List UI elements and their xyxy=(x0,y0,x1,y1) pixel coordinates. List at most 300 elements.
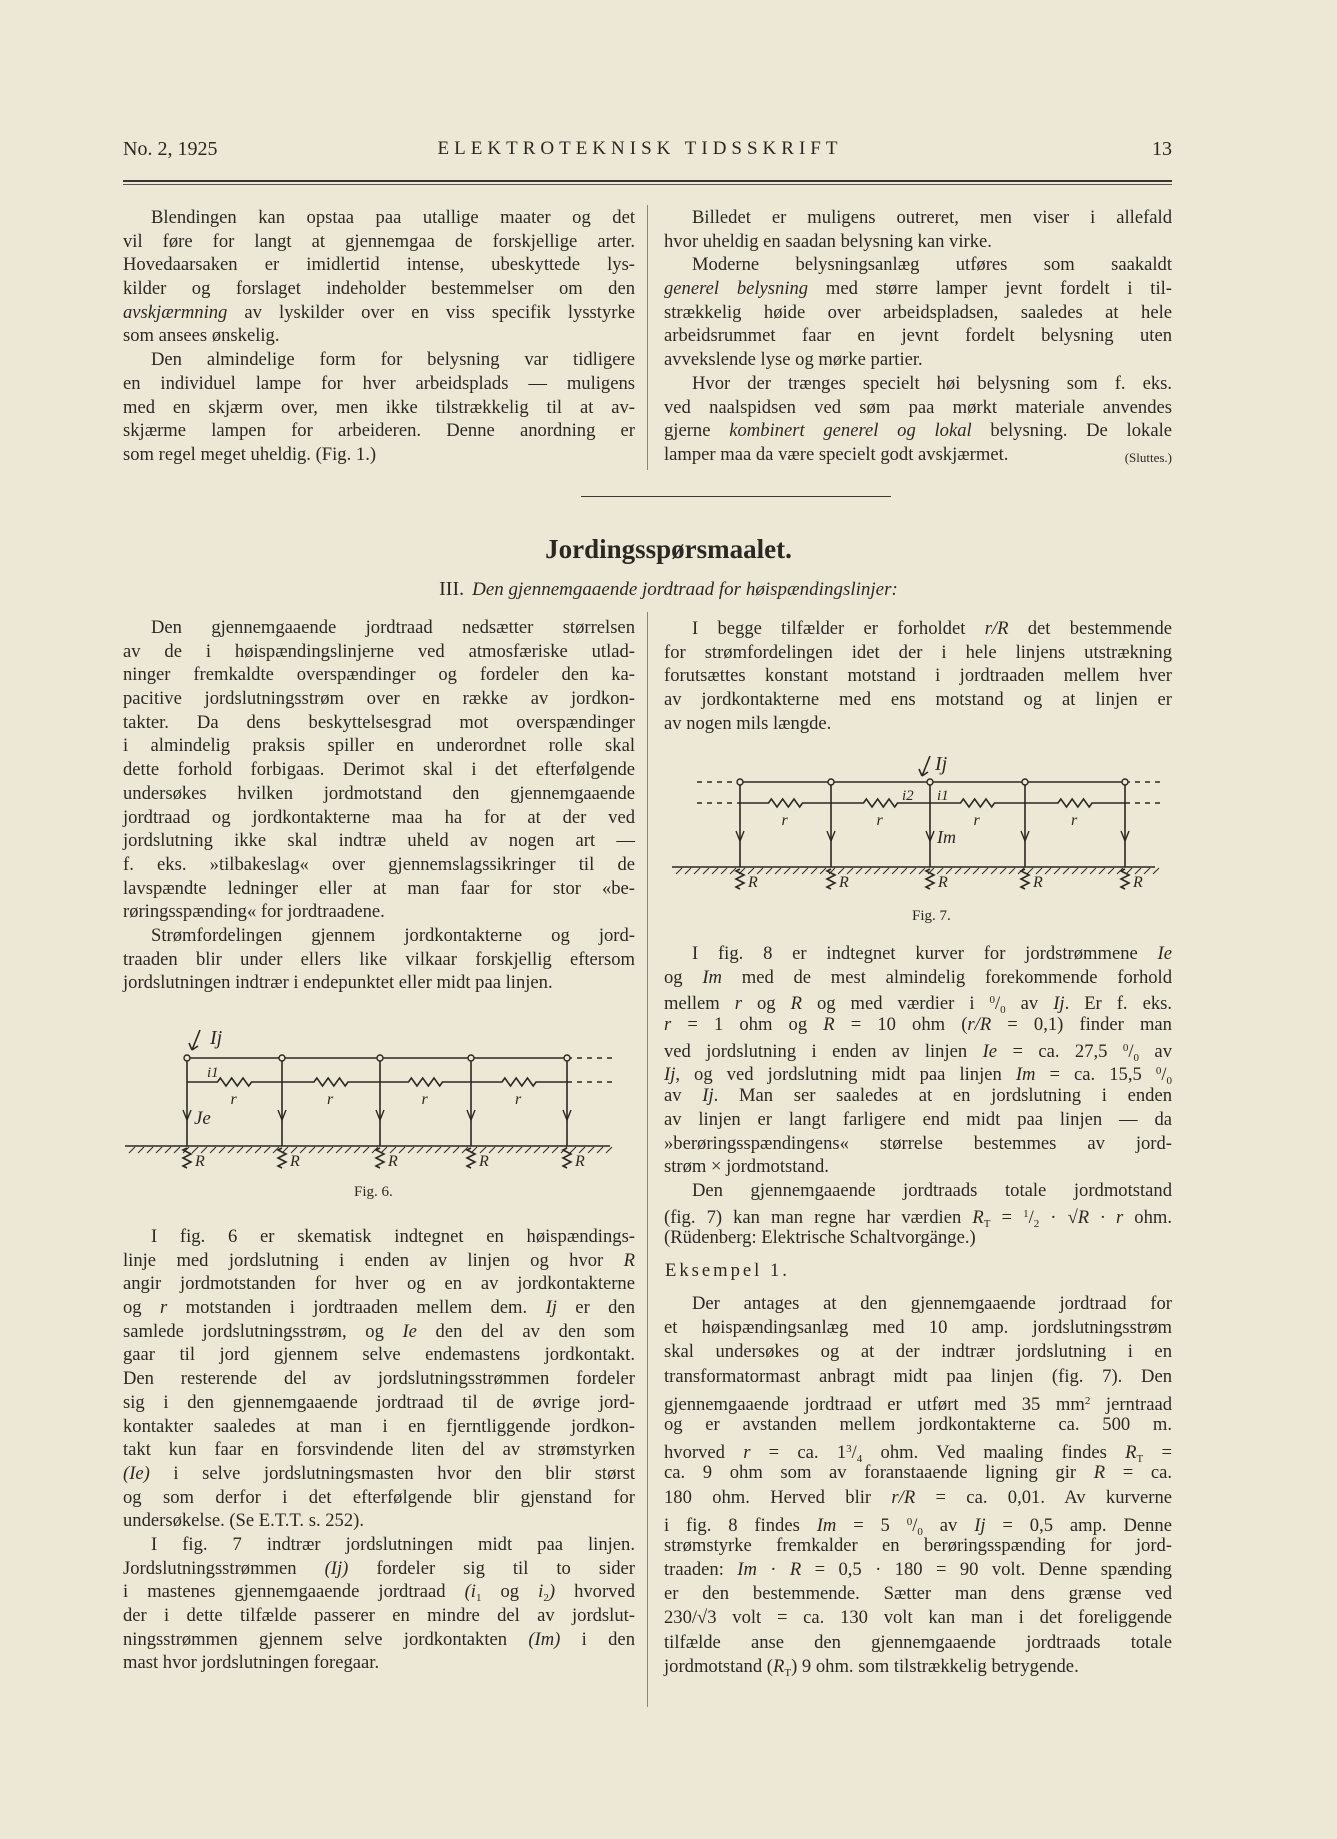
text-run: i fig. 8 findes xyxy=(664,1514,817,1536)
text-run: strømstyrke fremkalder en berøringsspænding for jord- xyxy=(664,1534,1172,1556)
ground-hatch xyxy=(964,868,970,874)
script-text: 2 xyxy=(1033,1217,1040,1230)
resistor-label: r xyxy=(421,1091,428,1108)
text-run: som regel meget uheldig. (Fig. 1.) xyxy=(123,443,377,465)
text-run: / xyxy=(994,993,1001,1015)
earth-resistor-label: R xyxy=(290,1153,300,1170)
text-run: og xyxy=(481,1581,539,1603)
earth-resistor-R xyxy=(563,1148,571,1168)
text-run: = 10 ohm ( xyxy=(834,1014,968,1036)
resistor-r xyxy=(282,1078,380,1086)
ground-hatch xyxy=(444,1147,450,1153)
ground-hatch xyxy=(856,868,862,874)
ground-hatch xyxy=(336,1147,342,1153)
text-run: som ansees ønskelig. xyxy=(123,325,280,347)
ground-hatch xyxy=(255,1147,261,1153)
ground-hatch xyxy=(453,1147,459,1153)
italic-term: Ij xyxy=(545,1297,557,1319)
italic-term: generel belysning xyxy=(664,278,809,300)
script-text: T xyxy=(1136,1453,1144,1466)
text-run: forutsættes konstant motstand i jordtraaden mellem hver xyxy=(664,665,1172,687)
insulator-icon xyxy=(279,1055,285,1061)
ground-hatch xyxy=(138,1147,144,1153)
text-run: pacitive jordslutningsstrøm over en række av jordkon- xyxy=(123,688,635,710)
text-run: = 0,5 amp. Denne xyxy=(985,1514,1172,1536)
text-run: , og ved jordslutning midt paa linjen xyxy=(675,1064,1016,1086)
resistor-r xyxy=(1025,799,1125,807)
ground-hatch xyxy=(1045,868,1051,874)
ground-hatch xyxy=(721,868,727,874)
italic-term: R xyxy=(772,1655,785,1677)
fig7-label-i1: i1 xyxy=(937,788,949,804)
text-run: fordeler sig til to sider xyxy=(348,1557,635,1579)
text-run: Billedet er muligens outreret, men viser i allefald xyxy=(692,207,1172,228)
script-text: 0 xyxy=(1155,1065,1162,1078)
insulator-icon xyxy=(1022,779,1028,785)
text-run: Hvor der trænges specielt høi belysning som f. eks. xyxy=(692,372,1172,394)
text-run: 180 ohm. Herved blir xyxy=(664,1486,892,1508)
text-run: jerntraad xyxy=(1090,1393,1172,1415)
text-run: Hovedaarsaken er imidlertid intense, ubeskyttede lys- xyxy=(123,254,635,276)
ground-hatch xyxy=(1054,868,1060,874)
text-run: i den xyxy=(560,1628,635,1650)
script-text: 3 xyxy=(846,1443,852,1456)
italic-term: (Ie) xyxy=(123,1462,150,1484)
text-run: er den xyxy=(556,1297,635,1319)
text-run: I begge tilfælder er forholdet xyxy=(692,618,985,639)
ground-hatch xyxy=(174,1147,180,1153)
ground-hatch xyxy=(300,1147,306,1153)
italic-term: Im xyxy=(737,1559,757,1581)
italic-term: (Im) xyxy=(528,1628,561,1650)
page-number: 13 xyxy=(1152,138,1172,160)
ground-hatch xyxy=(129,1147,135,1153)
resistor-r xyxy=(831,799,930,807)
text-run: gaar til jord gjennem selve endemastens jordkontakt. xyxy=(123,1344,635,1366)
text-run: Strømfordelingen gjennem jordkontakterne og jord- xyxy=(151,924,635,946)
script-text: 2 xyxy=(1084,1394,1091,1407)
ground-hatch xyxy=(802,868,808,874)
text-run: / xyxy=(1028,1206,1034,1228)
resistor-r xyxy=(740,799,831,807)
text-run: av linjen er langt farligere end midt paa linjen — da xyxy=(664,1108,1172,1130)
resistor-r xyxy=(471,1078,567,1086)
continued-note: (Sluttes.) xyxy=(1124,449,1172,465)
script-text: 0 xyxy=(1122,1041,1129,1054)
ground-hatch xyxy=(784,868,790,874)
earth-resistor-R xyxy=(1021,869,1029,889)
ground-hatch xyxy=(1153,868,1159,874)
text-run: = 0,5 · 180 = 90 volt. Denne spænding xyxy=(801,1559,1172,1581)
italic-term: Ie xyxy=(402,1320,417,1342)
italic-term: Ij xyxy=(664,1064,676,1086)
text-run: og er avstanden mellem jordkontakterne ca. 500 m. xyxy=(664,1413,1172,1435)
italic-term: R xyxy=(1093,1462,1106,1484)
italic-term: (Ij) xyxy=(324,1557,349,1579)
text-run: · √ xyxy=(1039,1206,1078,1228)
text-run: av nogen mils længde. xyxy=(664,712,832,734)
italic-term: ) xyxy=(548,1581,556,1603)
ground-hatch xyxy=(901,868,907,874)
script-text: 0 xyxy=(1133,1051,1140,1064)
text-run: = ca. xyxy=(1105,1462,1172,1484)
ground-hatch xyxy=(489,1147,495,1153)
article-title: Jordingsspørsmaalet. xyxy=(545,534,792,564)
ground-hatch xyxy=(991,868,997,874)
insulator-icon xyxy=(468,1055,474,1061)
text-run: sig i den gjennemgaaende jordtraad til de øvrige jord- xyxy=(123,1391,635,1413)
text-run: 230/√3 volt = ca. 130 volt kan man i det foreliggende xyxy=(664,1607,1172,1629)
ground-hatch xyxy=(345,1147,351,1153)
text-run: og xyxy=(664,966,703,988)
text-run: (Rüdenberg: Elektrische Schaltvorgänge.) xyxy=(664,1227,976,1249)
ground-hatch xyxy=(309,1147,315,1153)
ground-hatch xyxy=(597,1147,603,1153)
ground-hatch xyxy=(246,1147,252,1153)
ground-hatch xyxy=(606,1147,612,1153)
ground-hatch xyxy=(955,868,961,874)
text-run: jordtraad og jordkontakterne maa ha for at der ved xyxy=(123,806,635,828)
text-run: Der antages at den gjennemgaaende jordtraad for xyxy=(692,1293,1172,1314)
fig7-label-i2: i2 xyxy=(902,788,914,804)
ground-hatch xyxy=(318,1147,324,1153)
italic-term: R · r xyxy=(1077,1206,1124,1228)
text-run: = xyxy=(990,1206,1024,1228)
text-run: med de mest almindelig forekommende forhold xyxy=(721,966,1172,988)
ground-hatch xyxy=(417,1147,423,1153)
earth-resistor-label: R xyxy=(839,874,849,891)
text-run: / xyxy=(1128,1040,1134,1062)
resistor-label: r xyxy=(230,1091,237,1108)
ground-hatch xyxy=(237,1147,243,1153)
fig7-label-mid-current: Im xyxy=(937,827,956,847)
text-run: røringsspænding« for jordtraadene. xyxy=(123,901,385,923)
ground-hatch xyxy=(1000,868,1006,874)
insulator-icon xyxy=(828,779,834,785)
text-run: traaden: xyxy=(664,1559,738,1581)
text-run: f. eks. »tilbakeslag« over gjennemslagssikringer til de xyxy=(123,853,635,875)
text-run: en individuel lampe for hver arbeidsplads — muligens xyxy=(123,372,635,394)
text-run: kilder og forslaget indeholder bestemmelser om den xyxy=(123,278,635,300)
text-run: et høispændingsanlæg med 10 amp. jordslutningsstrøm xyxy=(664,1317,1172,1339)
text-run: = ca. 27,5 xyxy=(997,1040,1123,1062)
italic-term: Im xyxy=(816,1514,837,1536)
text-run: ohm. Ved maaling findes xyxy=(862,1442,1126,1464)
earth-resistor-label: R xyxy=(1133,874,1143,891)
text-run: = 0,1) finder man xyxy=(991,1014,1172,1036)
text-run: takt kun faar en forsvindende liten del av strømstyrken xyxy=(123,1439,635,1461)
italic-term: r xyxy=(159,1297,168,1319)
earth-resistor-label: R xyxy=(938,874,948,891)
ground-hatch xyxy=(973,868,979,874)
figure-7-circuit xyxy=(672,756,1165,891)
text-run: = ca. 1 xyxy=(750,1442,847,1464)
text-run: i selve jordslutningsmasten hvor den blir størst xyxy=(149,1462,635,1484)
ground-hatch xyxy=(865,868,871,874)
text-run: I fig. 6 er skematisk indtegnet en høispændings- xyxy=(151,1226,635,1247)
text-run: Den almindelige form for belysning var tidligere xyxy=(151,349,635,371)
text-run: det bestemmende xyxy=(1008,618,1172,639)
text-run: samlede jordslutningsstrøm, og xyxy=(123,1320,403,1342)
ground-hatch xyxy=(264,1147,270,1153)
ground-hatch xyxy=(1063,868,1069,874)
text-run: av xyxy=(1139,1040,1172,1062)
text-run: Den gjennemgaaende jordtraad nedsætter størrelsen xyxy=(151,617,635,638)
text-run: ved naalspidsen ved søm paa mørkt materiale anvendes xyxy=(664,396,1172,418)
ground-hatch xyxy=(874,868,880,874)
ground-hatch xyxy=(219,1147,225,1153)
script-text: 2 xyxy=(543,1592,549,1605)
text-run: skjærme lampen for arbeideren. Denne anordning er xyxy=(123,420,635,442)
text-run: »berøringsspændingens« størrelse bestemmes av jord- xyxy=(664,1132,1172,1154)
ground-hatch xyxy=(982,868,988,874)
example-heading: Eksempel 1. xyxy=(665,1260,790,1281)
text-run: motstanden i jordtraaden mellem dem. xyxy=(167,1297,546,1319)
text-run: traaden blir under ellers like vilkaar forskjellig eftersom xyxy=(123,948,635,970)
ground-hatch xyxy=(793,868,799,874)
text-run: (fig. 7) kan man regne har værdien xyxy=(664,1206,973,1228)
text-run: for strømfordelingen idet der i hele linjens utstrækning xyxy=(664,641,1172,663)
italic-term: Im xyxy=(1015,1064,1036,1086)
text-run: Blendingen kan opstaa paa utallige maater og det xyxy=(151,207,635,228)
script-text: 1 xyxy=(475,1592,482,1605)
script-text: 0 xyxy=(989,994,995,1007)
text-run: ninger fremkaldte overspændinger og fordeler den ka- xyxy=(123,664,635,686)
text-run: . Er f. eks. xyxy=(1064,993,1173,1015)
text-run: Den gjennemgaaende jordtraads totale jordmotstand xyxy=(692,1179,1172,1201)
ground-hatch xyxy=(883,868,889,874)
ground-hatch xyxy=(588,1147,594,1153)
ground-hatch xyxy=(1072,868,1078,874)
fig6-caption: Fig. 6. xyxy=(354,1184,393,1200)
ground-hatch xyxy=(426,1147,432,1153)
text-run: mast hvor jordslutningen foregaar. xyxy=(123,1652,380,1674)
ground-hatch xyxy=(210,1147,216,1153)
text-run: vil føre for langt at gjennemgaa de forskjellige arter. xyxy=(123,230,635,252)
figure-6-circuit xyxy=(125,1030,612,1170)
text-run: linje med jordslutning i enden av linjen og hvor xyxy=(123,1249,624,1271)
insulator-icon xyxy=(377,1055,383,1061)
ground-hatch xyxy=(354,1147,360,1153)
text-run: = 5 xyxy=(836,1514,907,1536)
ground-hatch xyxy=(757,868,763,874)
ground-hatch xyxy=(820,868,826,874)
text-run: = 1 ohm og xyxy=(671,1014,824,1036)
earth-resistor-R xyxy=(736,869,744,889)
ground-hatch xyxy=(1009,868,1015,874)
insulator-icon xyxy=(1122,779,1128,785)
ground-hatch xyxy=(156,1147,162,1153)
ground-hatch xyxy=(363,1147,369,1153)
ground-hatch xyxy=(766,868,772,874)
ground-hatch xyxy=(811,868,817,874)
text-run: og xyxy=(123,1297,160,1319)
resistor-label: r xyxy=(781,812,788,829)
earth-resistor-label: R xyxy=(195,1153,205,1170)
resistor-r xyxy=(380,1078,471,1086)
text-run: den del av den som xyxy=(416,1320,635,1342)
italic-term: kombinert generel og lokal xyxy=(729,420,972,442)
ground-hatch xyxy=(685,868,691,874)
text-run: av de i høispændingslinjerne ved atmosfæriske utlad- xyxy=(123,640,635,662)
ground-hatch xyxy=(498,1147,504,1153)
text-run: ) 9 ohm. som tilstrækkelig betrygende. xyxy=(791,1655,1079,1677)
text-run: gjerne xyxy=(664,420,730,442)
insulator-icon xyxy=(564,1055,570,1061)
fig7-label-total-current: Ij xyxy=(935,753,948,775)
text-run: ningsstrømmen gjennem selve jordkontakten xyxy=(123,1628,529,1650)
text-run: / xyxy=(912,1514,918,1536)
italic-term: r/R xyxy=(967,1014,992,1036)
script-text: 0 xyxy=(917,1525,923,1538)
text-run: arbeidsrummet faar en jevnt fordelt belysning uten xyxy=(664,325,1172,347)
text-run: Moderne belysningsanlæg utføres som saakaldt xyxy=(692,254,1172,276)
fig6-label-i1: i1 xyxy=(207,1065,219,1081)
text-run: tilfælde anse den gjennemgaaende jordtraads totale xyxy=(664,1631,1172,1653)
section-number: III. xyxy=(439,578,465,600)
italic-term: R xyxy=(972,1206,984,1228)
text-run: Den resterende del av jordslutningsstrømmen fordeler xyxy=(123,1368,635,1390)
italic-term: R xyxy=(790,993,802,1015)
earth-resistor-R xyxy=(467,1148,475,1168)
text-run: = ca. 15,5 xyxy=(1035,1064,1156,1086)
earth-resistor-R xyxy=(183,1148,191,1168)
italic-term: Ij xyxy=(974,1514,986,1536)
text-run: med en skjærm over, men ikke tilstrækkelig til at av- xyxy=(123,396,635,418)
text-run: hvorved xyxy=(555,1581,635,1603)
italic-term: R xyxy=(823,1014,835,1036)
earth-resistor-label: R xyxy=(748,874,758,891)
ground-hatch xyxy=(399,1147,405,1153)
text-run: gjennemgaaende jordtraad er utført med 35 mm xyxy=(664,1393,1085,1415)
ground-hatch xyxy=(1108,868,1114,874)
earth-resistor-label: R xyxy=(1033,874,1043,891)
text-run: og xyxy=(742,993,791,1015)
ground-hatch xyxy=(228,1147,234,1153)
italic-term: r/R xyxy=(984,618,1009,639)
text-run: jordmotstand ( xyxy=(664,1655,773,1677)
insulator-icon xyxy=(184,1055,190,1061)
script-text: T xyxy=(983,1217,991,1230)
text-run: · xyxy=(756,1559,790,1581)
issue-number: No. 2, 1925 xyxy=(123,138,218,160)
text-run: mellem xyxy=(664,993,735,1015)
italic-term: r xyxy=(743,1442,751,1464)
italic-term: R xyxy=(789,1559,802,1581)
ground-hatch xyxy=(1099,868,1105,874)
ground-hatch xyxy=(676,868,682,874)
ground-hatch xyxy=(892,868,898,874)
text-run: ved jordslutning i enden av linjen xyxy=(664,1040,983,1062)
earth-resistor-R xyxy=(278,1148,286,1168)
ground-hatch xyxy=(775,868,781,874)
fig6-label-end-current: Je xyxy=(194,1108,211,1129)
text-run: der i dette tilfælde passerer en mindre del av jordslut- xyxy=(123,1605,635,1626)
ground-hatch xyxy=(552,1147,558,1153)
resistor-label: r xyxy=(1071,812,1078,829)
italic-term: Ij xyxy=(1053,993,1065,1015)
italic-term: Ie xyxy=(982,1040,998,1062)
italic-term: avskjærmning xyxy=(123,301,228,323)
script-text: 0 xyxy=(1000,1004,1006,1017)
insulator-icon xyxy=(927,779,933,785)
text-run: av jordkontakterne med ens motstand og at linjen er xyxy=(664,689,1172,711)
ground-hatch xyxy=(1144,868,1150,874)
ground-hatch xyxy=(1090,868,1096,874)
ground-hatch xyxy=(910,868,916,874)
text-run: strøm × jordmotstand. xyxy=(664,1156,829,1178)
text-run: avvekslende lyse og mørke partier. xyxy=(664,349,923,371)
text-run: dette forhold forbigaas. Derimot skal i det efterfølgende xyxy=(123,759,635,781)
italic-term: r/R xyxy=(891,1486,916,1508)
italic-term: i xyxy=(538,1581,544,1603)
text-run: undersøkes hvilken jordmotstand den gjennemgaaende xyxy=(123,782,635,804)
text-run: = ca. 0,01. Av kurverne xyxy=(915,1486,1173,1508)
resistor-r xyxy=(187,1078,282,1086)
italic-term: Im xyxy=(702,966,722,988)
text-run: lavspændte ledninger eller at man faar for stor «be- xyxy=(123,877,635,899)
resistor-label: r xyxy=(973,812,980,829)
text-run: takter. Da dens beskyttelsesgrad mot overspændinger xyxy=(123,711,635,733)
script-text: 0 xyxy=(906,1515,913,1528)
text-run: skal undersøkes og at der indtrær jordslutning i en xyxy=(664,1341,1172,1363)
section-title: Den gjennemgaaende jordtraad for høispændingslinjer: xyxy=(472,579,898,600)
insulator-icon xyxy=(737,779,743,785)
text-run: I fig. 8 er indtegnet kurver for jordstrømmene xyxy=(692,943,1158,964)
text-run: er den bestemmende. Sætter man dens grænse ved xyxy=(664,1583,1172,1605)
text-run: = xyxy=(1143,1442,1173,1464)
earth-resistor-label: R xyxy=(479,1153,489,1170)
ground-hatch xyxy=(1081,868,1087,874)
text-run: / xyxy=(851,1442,857,1464)
text-run: og med værdier i xyxy=(801,993,990,1015)
text-run: og som derfor i det efterfølgende blir gjenstand for xyxy=(123,1486,635,1508)
text-run: Jordslutningsstrømmen xyxy=(123,1557,325,1579)
script-text: 4 xyxy=(856,1453,863,1466)
italic-term: r xyxy=(664,1014,672,1036)
text-run: i mastenes gjennemgaaende jordtraad xyxy=(123,1581,465,1603)
italic-term: Ij xyxy=(702,1085,714,1107)
italic-term: (i xyxy=(464,1581,476,1603)
fig7-caption: Fig. 7. xyxy=(912,908,951,924)
text-run: jordslutningen indtrær i endepunktet eller midt paa linjen. xyxy=(123,972,553,994)
italic-term: Ie xyxy=(1157,943,1172,964)
script-text: T xyxy=(784,1666,792,1679)
lightning-arrow-icon xyxy=(189,1030,200,1050)
resistor-label: r xyxy=(876,812,883,829)
earth-resistor-label: R xyxy=(388,1153,398,1170)
text-run: jordslutning ikke skal indtræ uheld av nogen art — xyxy=(123,830,635,852)
ground-hatch xyxy=(534,1147,540,1153)
ground-hatch xyxy=(408,1147,414,1153)
text-run: undersøkelse. (Se E.T.T. s. 252). xyxy=(123,1510,364,1532)
script-text: 1 xyxy=(1023,1207,1029,1220)
italic-term: R xyxy=(1125,1442,1137,1464)
text-run: med større lamper jevnt fordelt i til- xyxy=(808,278,1172,300)
text-run: . Man ser saaledes at en jordslutning i enden xyxy=(713,1085,1173,1107)
text-run: i almindelig praksis spiller en underordnet rolle skal xyxy=(123,735,635,757)
ground-hatch xyxy=(525,1147,531,1153)
text-run: av xyxy=(664,1085,703,1107)
text-run: hvor uheldig en saadan belysning kan virke. xyxy=(664,230,992,252)
ground-hatch xyxy=(703,868,709,874)
ground-hatch xyxy=(435,1147,441,1153)
ground-hatch xyxy=(543,1147,549,1153)
text-run: lamper maa da være specielt godt avskjærmet. xyxy=(664,443,1009,465)
ground-hatch xyxy=(165,1147,171,1153)
resistor-label: r xyxy=(327,1091,334,1108)
text-run: strækkelig høide over arbeidspladsen, saaledes at hele xyxy=(664,301,1172,323)
